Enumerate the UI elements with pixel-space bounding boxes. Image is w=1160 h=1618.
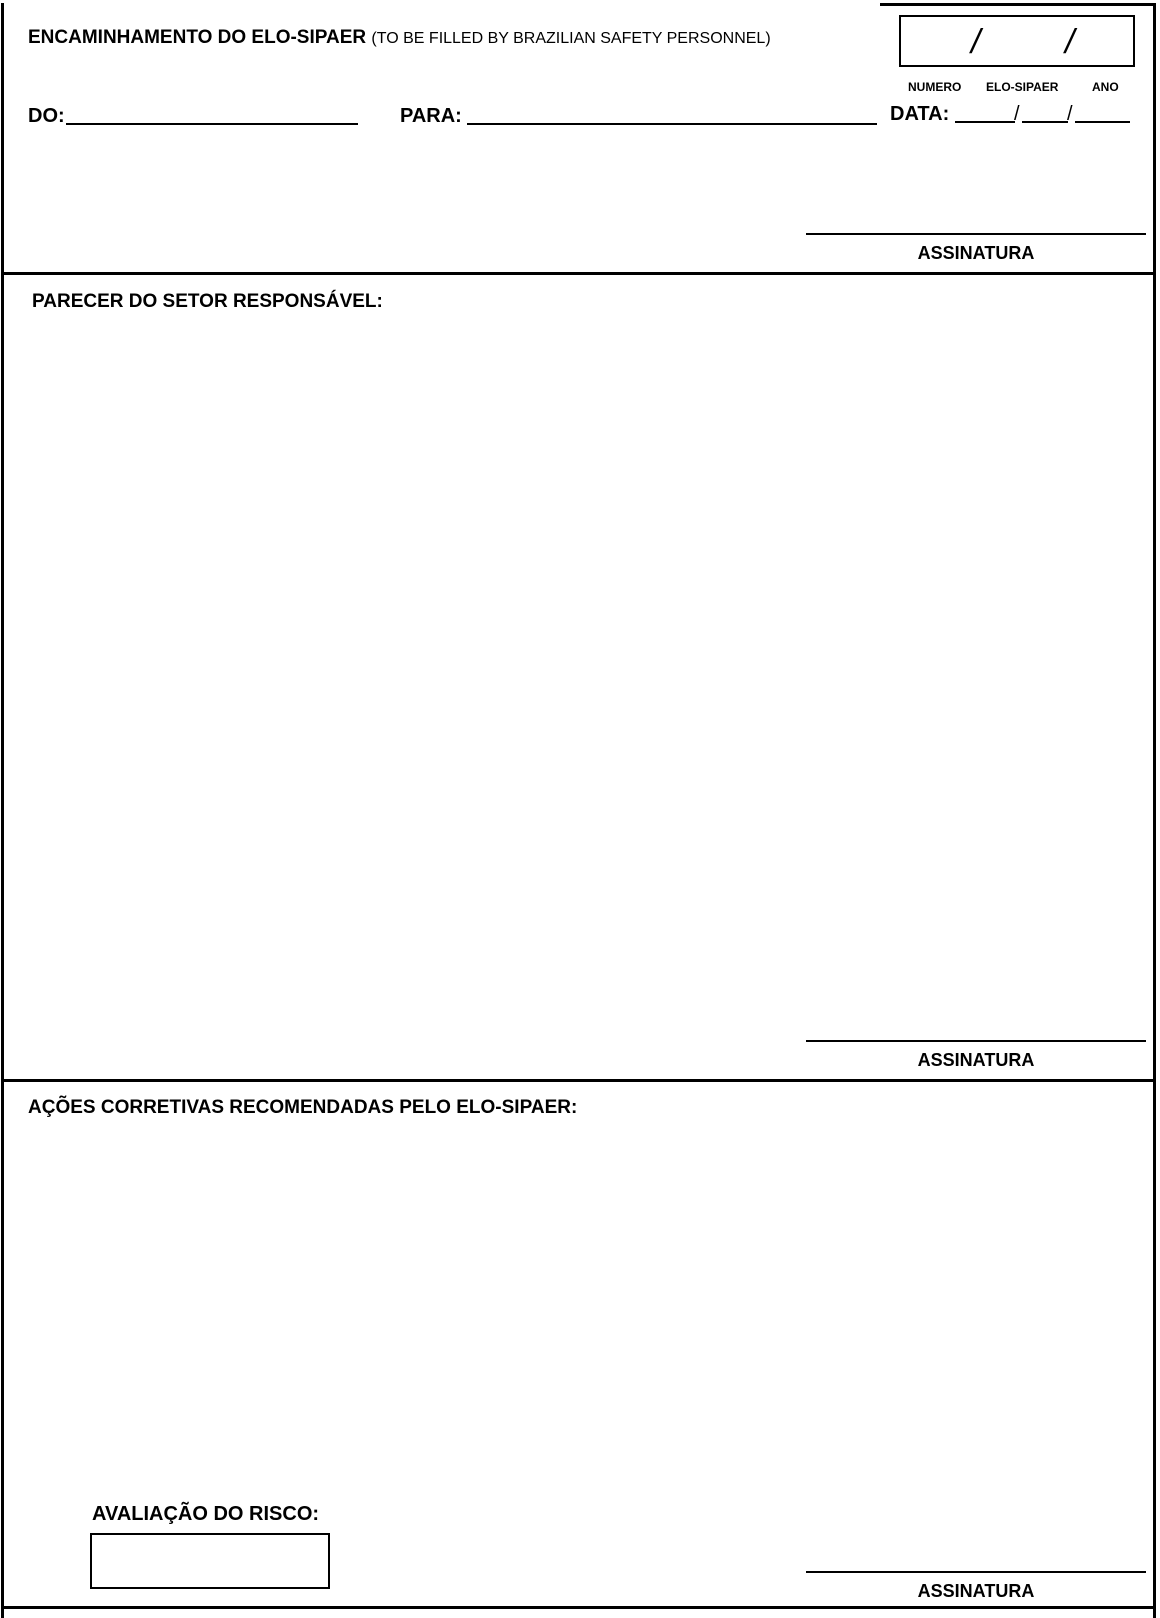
reference-label-elo-sipaer: ELO-SIPAER [986,80,1059,94]
section-divider-2 [1,1079,1156,1082]
date-year-field[interactable] [1075,121,1130,123]
parecer-text-area[interactable] [10,320,1145,1020]
reference-label-ano: ANO [1092,80,1119,94]
frame-left-border [1,3,4,1618]
reference-number-box[interactable] [899,15,1135,67]
para-label: PARA: [400,105,462,127]
reference-slash-1: / [971,23,981,61]
signature-line-3[interactable] [806,1571,1146,1573]
form-title-main: ENCAMINHAMENTO DO ELO-SIPAER [28,27,367,48]
signature-line-2[interactable] [806,1040,1146,1042]
frame-right-border [1153,3,1156,1618]
risk-assessment-box[interactable] [90,1533,330,1589]
parecer-heading: PARECER DO SETOR RESPONSÁVEL: [32,291,383,312]
section-divider-bottom [1,1606,1156,1609]
frame-top-border [880,3,1156,6]
form-title [28,27,771,49]
risk-assessment-label: AVALIAÇÃO DO RISCO: [92,1503,320,1525]
signature-label-1: ASSINATURA [917,243,1035,263]
reference-label-numero: NUMERO [908,80,962,94]
acoes-text-area[interactable] [10,1125,1145,1495]
date-month-field[interactable] [1022,121,1068,123]
para-field[interactable] [467,123,877,125]
data-label: DATA: [890,103,950,125]
do-field[interactable] [66,123,358,125]
date-day-field[interactable] [955,121,1015,123]
section-divider-1 [1,272,1156,275]
form-title-note: (TO BE FILLED BY BRAZILIAN SAFETY PERSONNEL) [371,30,771,47]
date-separator-1: / [1014,103,1020,125]
acoes-heading: AÇÕES CORRETIVAS RECOMENDADAS PELO ELO-SIPAER: [28,1097,578,1118]
signature-label-3: ASSINATURA [917,1581,1035,1601]
signature-line-1[interactable] [806,233,1146,235]
do-label: DO: [28,105,65,127]
signature-label-2: ASSINATURA [917,1050,1035,1070]
date-separator-2: / [1067,103,1073,125]
reference-slash-2: / [1065,23,1075,61]
